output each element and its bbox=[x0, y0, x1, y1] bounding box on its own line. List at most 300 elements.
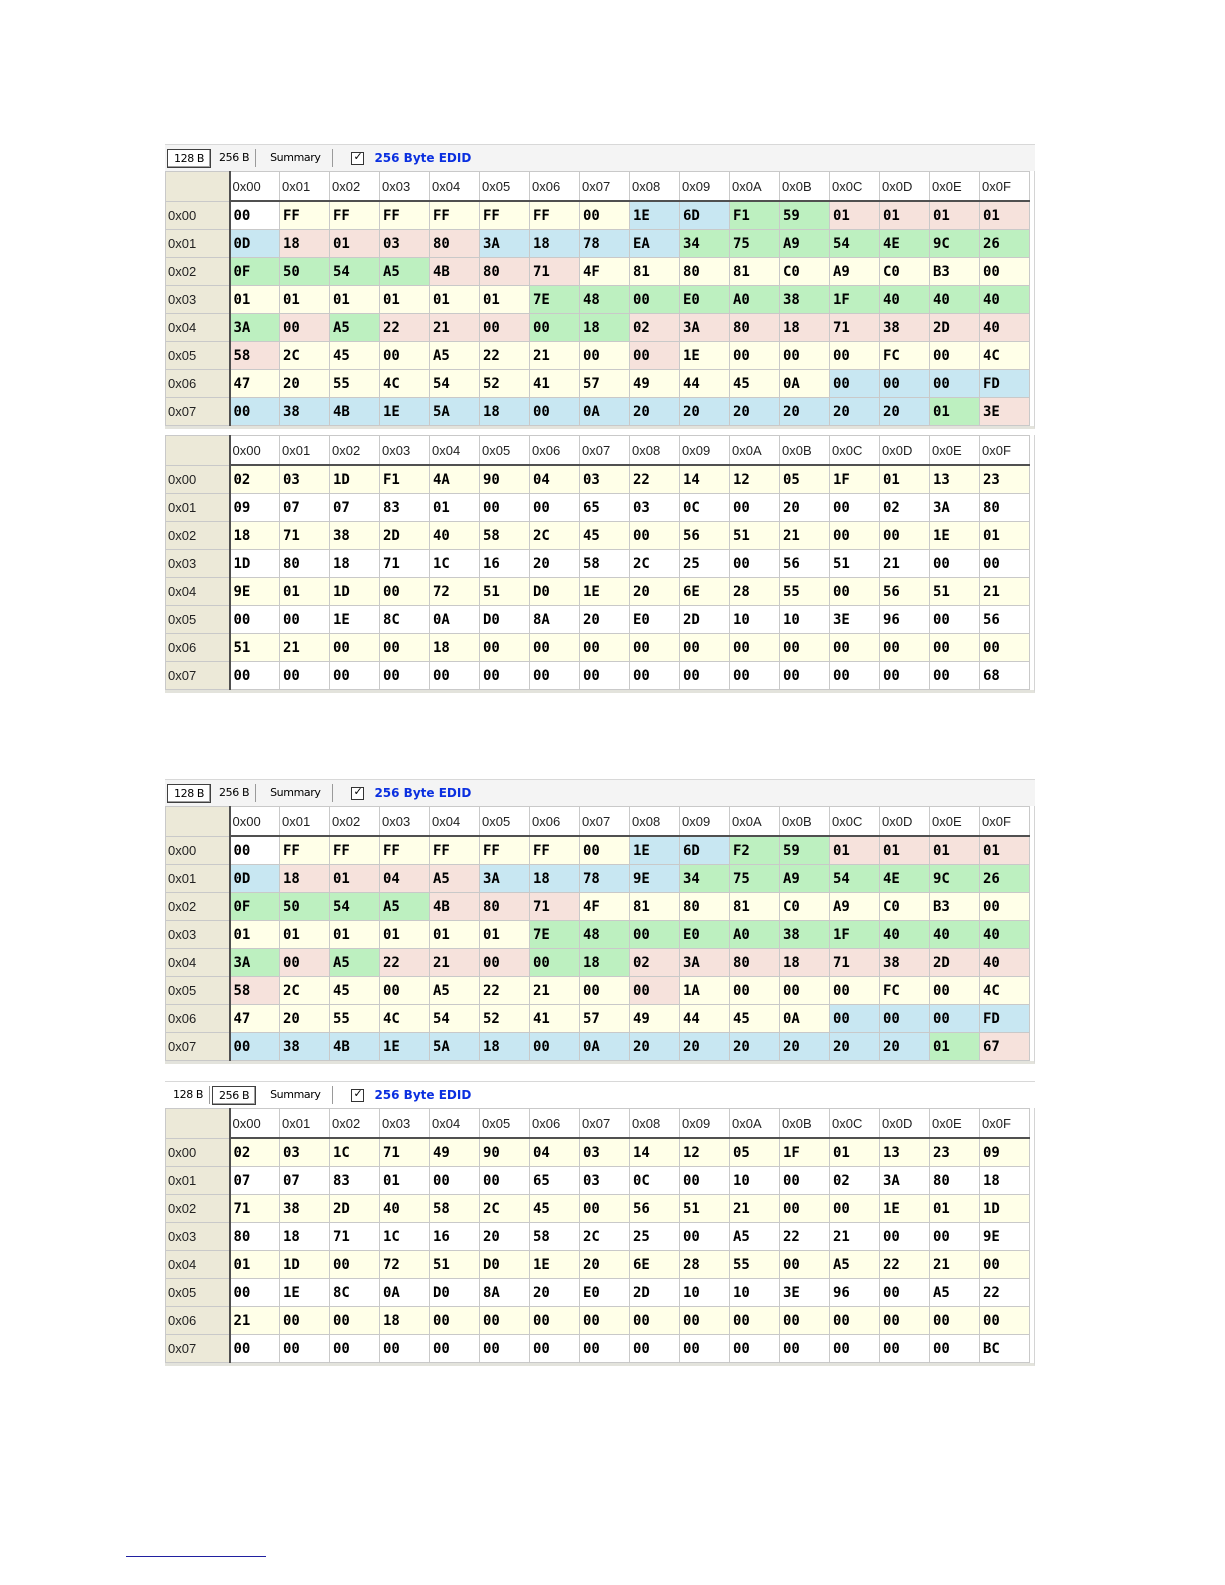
hex-cell[interactable]: 05 bbox=[780, 465, 830, 494]
hex-cell[interactable]: 00 bbox=[580, 342, 630, 370]
hex-cell[interactable]: EA bbox=[630, 230, 680, 258]
hex-cell[interactable]: 28 bbox=[730, 578, 780, 606]
hex-cell[interactable]: F1 bbox=[730, 201, 780, 230]
hex-cell[interactable]: 20 bbox=[830, 398, 880, 426]
tab-256b[interactable]: 256 B bbox=[212, 1086, 256, 1105]
hex-cell[interactable]: 13 bbox=[880, 1138, 930, 1167]
tab-summary[interactable]: Summary bbox=[258, 1086, 333, 1104]
checkbox-checked-icon[interactable] bbox=[351, 1089, 364, 1102]
hex-cell[interactable]: FF bbox=[280, 201, 330, 230]
hex-cell[interactable]: 00 bbox=[730, 634, 780, 662]
hex-cell[interactable]: 26 bbox=[980, 865, 1030, 893]
hex-cell[interactable]: 48 bbox=[580, 286, 630, 314]
hex-cell[interactable]: 00 bbox=[680, 662, 730, 690]
hex-cell[interactable]: 2C bbox=[280, 342, 330, 370]
hex-cell[interactable]: 4B bbox=[430, 893, 480, 921]
hex-cell[interactable]: 07 bbox=[280, 494, 330, 522]
hex-cell[interactable]: 00 bbox=[980, 893, 1030, 921]
hex-cell[interactable]: 01 bbox=[430, 286, 480, 314]
hex-cell[interactable]: A9 bbox=[780, 865, 830, 893]
hex-cell[interactable]: 00 bbox=[280, 1335, 330, 1363]
hex-cell[interactable]: 49 bbox=[430, 1138, 480, 1167]
hex-cell[interactable]: 03 bbox=[630, 494, 680, 522]
hex-cell[interactable]: FF bbox=[480, 201, 530, 230]
hex-cell[interactable]: FF bbox=[430, 836, 480, 865]
hex-cell[interactable]: 00 bbox=[380, 578, 430, 606]
hex-cell[interactable]: 40 bbox=[980, 314, 1030, 342]
hex-cell[interactable]: 00 bbox=[680, 1307, 730, 1335]
hex-cell[interactable]: 6D bbox=[680, 201, 730, 230]
hex-cell[interactable]: C0 bbox=[880, 258, 930, 286]
hex-cell[interactable]: 00 bbox=[330, 1335, 380, 1363]
hex-cell[interactable]: 4C bbox=[380, 370, 430, 398]
hex-cell[interactable]: 3E bbox=[980, 398, 1030, 426]
hex-cell[interactable]: 6E bbox=[680, 578, 730, 606]
hex-cell[interactable]: 3A bbox=[480, 865, 530, 893]
hex-cell[interactable]: A5 bbox=[730, 1223, 780, 1251]
hex-cell[interactable]: 1E bbox=[630, 836, 680, 865]
hex-cell[interactable]: 81 bbox=[730, 893, 780, 921]
hex-cell[interactable]: 00 bbox=[580, 634, 630, 662]
hex-cell[interactable]: 18 bbox=[580, 314, 630, 342]
hex-cell[interactable]: 58 bbox=[430, 1195, 480, 1223]
hex-cell[interactable]: 3A bbox=[930, 494, 980, 522]
hex-cell[interactable]: A9 bbox=[780, 230, 830, 258]
hex-cell[interactable]: 00 bbox=[680, 1167, 730, 1195]
hex-cell[interactable]: 54 bbox=[330, 893, 380, 921]
hex-cell[interactable]: 00 bbox=[880, 1223, 930, 1251]
hex-cell[interactable]: 59 bbox=[780, 836, 830, 865]
hex-cell[interactable]: 00 bbox=[480, 949, 530, 977]
hex-cell[interactable]: 00 bbox=[730, 977, 780, 1005]
hex-cell[interactable]: 00 bbox=[880, 662, 930, 690]
hex-cell[interactable]: 20 bbox=[530, 1279, 580, 1307]
hex-cell[interactable]: 00 bbox=[630, 342, 680, 370]
hex-cell[interactable]: 40 bbox=[980, 921, 1030, 949]
hex-cell[interactable]: 22 bbox=[380, 314, 430, 342]
hex-cell[interactable]: 1F bbox=[830, 921, 880, 949]
hex-cell[interactable]: 00 bbox=[980, 1251, 1030, 1279]
hex-cell[interactable]: 00 bbox=[930, 370, 980, 398]
hex-cell[interactable]: 00 bbox=[830, 1005, 880, 1033]
hex-cell[interactable]: 45 bbox=[330, 977, 380, 1005]
hex-cell[interactable]: 01 bbox=[930, 398, 980, 426]
hex-cell[interactable]: 00 bbox=[530, 1335, 580, 1363]
hex-cell[interactable]: 00 bbox=[780, 1167, 830, 1195]
hex-cell[interactable]: 00 bbox=[580, 1195, 630, 1223]
hex-cell[interactable]: 00 bbox=[930, 977, 980, 1005]
hex-cell[interactable]: 80 bbox=[230, 1223, 280, 1251]
hex-cell[interactable]: 71 bbox=[530, 258, 580, 286]
hex-cell[interactable]: 00 bbox=[580, 1335, 630, 1363]
hex-cell[interactable]: 00 bbox=[530, 1033, 580, 1061]
hex-cell[interactable]: D0 bbox=[480, 606, 530, 634]
hex-cell[interactable]: 18 bbox=[380, 1307, 430, 1335]
hex-cell[interactable]: 3A bbox=[230, 949, 280, 977]
hex-cell[interactable]: 1E bbox=[930, 522, 980, 550]
hex-cell[interactable]: 3A bbox=[230, 314, 280, 342]
hex-cell[interactable]: 41 bbox=[530, 370, 580, 398]
hex-cell[interactable]: 00 bbox=[780, 634, 830, 662]
hex-cell[interactable]: 00 bbox=[280, 1307, 330, 1335]
hex-cell[interactable]: 4E bbox=[880, 230, 930, 258]
hex-cell[interactable]: 21 bbox=[830, 1223, 880, 1251]
tab-summary[interactable]: Summary bbox=[258, 149, 333, 167]
hex-cell[interactable]: 18 bbox=[330, 550, 380, 578]
hex-cell[interactable]: 9E bbox=[980, 1223, 1030, 1251]
hex-cell[interactable]: 47 bbox=[230, 1005, 280, 1033]
hex-cell[interactable]: 80 bbox=[480, 258, 530, 286]
hex-cell[interactable]: 00 bbox=[730, 1335, 780, 1363]
hex-cell[interactable]: 10 bbox=[730, 1279, 780, 1307]
checkbox-checked-icon[interactable] bbox=[351, 152, 364, 165]
hex-cell[interactable]: 44 bbox=[680, 370, 730, 398]
hex-cell[interactable]: 01 bbox=[980, 201, 1030, 230]
hex-cell[interactable]: 03 bbox=[280, 465, 330, 494]
hex-cell[interactable]: 71 bbox=[330, 1223, 380, 1251]
hex-cell[interactable]: 4B bbox=[330, 1033, 380, 1061]
hex-cell[interactable]: 00 bbox=[280, 606, 330, 634]
hex-cell[interactable]: 00 bbox=[730, 662, 780, 690]
hex-cell[interactable]: 01 bbox=[830, 836, 880, 865]
hex-cell[interactable]: 23 bbox=[930, 1138, 980, 1167]
hex-cell[interactable]: 38 bbox=[780, 286, 830, 314]
hex-cell[interactable]: 51 bbox=[230, 634, 280, 662]
hex-cell[interactable]: 18 bbox=[780, 949, 830, 977]
hex-cell[interactable]: 75 bbox=[730, 230, 780, 258]
hex-cell[interactable]: 02 bbox=[630, 949, 680, 977]
hex-cell[interactable]: 8A bbox=[480, 1279, 530, 1307]
hex-cell[interactable]: 18 bbox=[280, 865, 330, 893]
hex-cell[interactable]: 83 bbox=[380, 494, 430, 522]
hex-cell[interactable]: E0 bbox=[680, 286, 730, 314]
hex-cell[interactable]: 00 bbox=[880, 1335, 930, 1363]
hex-cell[interactable]: 38 bbox=[780, 921, 830, 949]
hex-cell[interactable]: 25 bbox=[680, 550, 730, 578]
hex-cell[interactable]: 22 bbox=[480, 342, 530, 370]
hex-cell[interactable]: 8C bbox=[380, 606, 430, 634]
hex-cell[interactable]: 01 bbox=[880, 465, 930, 494]
hex-cell[interactable]: 20 bbox=[730, 398, 780, 426]
hex-cell[interactable]: 80 bbox=[930, 1167, 980, 1195]
hex-cell[interactable]: A5 bbox=[330, 314, 380, 342]
hex-cell[interactable]: 04 bbox=[530, 465, 580, 494]
hex-cell[interactable]: 21 bbox=[230, 1307, 280, 1335]
hex-cell[interactable]: 00 bbox=[880, 1005, 930, 1033]
hex-cell[interactable]: 81 bbox=[630, 258, 680, 286]
tab-128b[interactable]: 128 B bbox=[167, 149, 211, 168]
hex-cell[interactable]: B3 bbox=[930, 893, 980, 921]
hex-cell[interactable]: 00 bbox=[630, 662, 680, 690]
hex-cell[interactable]: 56 bbox=[630, 1195, 680, 1223]
hex-cell[interactable]: 80 bbox=[680, 258, 730, 286]
hex-cell[interactable]: 00 bbox=[430, 1307, 480, 1335]
hex-cell[interactable]: 20 bbox=[680, 1033, 730, 1061]
hex-cell[interactable]: 16 bbox=[480, 550, 530, 578]
hex-cell[interactable]: 1C bbox=[330, 1138, 380, 1167]
hex-cell[interactable]: 0F bbox=[230, 893, 280, 921]
hex-cell[interactable]: 1E bbox=[380, 398, 430, 426]
hex-cell[interactable]: 1F bbox=[780, 1138, 830, 1167]
hex-cell[interactable]: 20 bbox=[680, 398, 730, 426]
hex-cell[interactable]: 00 bbox=[830, 522, 880, 550]
hex-cell[interactable]: 00 bbox=[830, 1335, 880, 1363]
hex-cell[interactable]: 52 bbox=[480, 370, 530, 398]
hex-cell[interactable]: 9C bbox=[930, 230, 980, 258]
hex-cell[interactable]: 1D bbox=[330, 465, 380, 494]
hex-cell[interactable]: 2D bbox=[380, 522, 430, 550]
hex-cell[interactable]: 03 bbox=[580, 1167, 630, 1195]
hex-cell[interactable]: 6D bbox=[680, 836, 730, 865]
hex-cell[interactable]: 55 bbox=[330, 1005, 380, 1033]
hex-cell[interactable]: 01 bbox=[330, 286, 380, 314]
hex-cell[interactable]: FF bbox=[480, 836, 530, 865]
hex-cell[interactable]: 20 bbox=[630, 1033, 680, 1061]
hex-cell[interactable]: 01 bbox=[280, 921, 330, 949]
hex-cell[interactable]: 1E bbox=[580, 578, 630, 606]
hex-cell[interactable]: 00 bbox=[930, 1223, 980, 1251]
hex-cell[interactable]: 03 bbox=[280, 1138, 330, 1167]
hex-cell[interactable]: 04 bbox=[380, 865, 430, 893]
hex-cell[interactable]: 01 bbox=[230, 921, 280, 949]
hex-cell[interactable]: 1E bbox=[530, 1251, 580, 1279]
hex-cell[interactable]: 10 bbox=[730, 606, 780, 634]
hex-cell[interactable]: 4C bbox=[980, 342, 1030, 370]
hex-cell[interactable]: 4E bbox=[880, 865, 930, 893]
hex-cell[interactable]: 0D bbox=[230, 865, 280, 893]
hex-cell[interactable]: 22 bbox=[880, 1251, 930, 1279]
hex-cell[interactable]: 81 bbox=[630, 893, 680, 921]
hex-cell[interactable]: 2C bbox=[530, 522, 580, 550]
hex-cell[interactable]: 72 bbox=[380, 1251, 430, 1279]
hex-cell[interactable]: 57 bbox=[580, 370, 630, 398]
hex-cell[interactable]: 40 bbox=[930, 286, 980, 314]
hex-cell[interactable]: 00 bbox=[330, 1251, 380, 1279]
hex-cell[interactable]: 58 bbox=[230, 342, 280, 370]
hex-cell[interactable]: 00 bbox=[430, 1167, 480, 1195]
hex-cell[interactable]: 00 bbox=[580, 662, 630, 690]
hex-cell[interactable]: D0 bbox=[480, 1251, 530, 1279]
hex-cell[interactable]: 90 bbox=[480, 1138, 530, 1167]
hex-cell[interactable]: 00 bbox=[530, 634, 580, 662]
hex-cell[interactable]: 65 bbox=[580, 494, 630, 522]
hex-cell[interactable]: 00 bbox=[830, 370, 880, 398]
hex-cell[interactable]: 1F bbox=[830, 465, 880, 494]
hex-cell[interactable]: 00 bbox=[780, 1251, 830, 1279]
hex-cell[interactable]: 1D bbox=[280, 1251, 330, 1279]
hex-cell[interactable]: 2D bbox=[930, 314, 980, 342]
hex-cell[interactable]: 1F bbox=[830, 286, 880, 314]
hex-cell[interactable]: 23 bbox=[980, 465, 1030, 494]
hex-cell[interactable]: 48 bbox=[580, 921, 630, 949]
hex-cell[interactable]: 00 bbox=[380, 1335, 430, 1363]
hex-cell[interactable]: 00 bbox=[730, 494, 780, 522]
hex-cell[interactable]: 58 bbox=[580, 550, 630, 578]
hex-cell[interactable]: 00 bbox=[880, 1307, 930, 1335]
hex-cell[interactable]: 18 bbox=[530, 230, 580, 258]
hex-cell[interactable]: 00 bbox=[430, 662, 480, 690]
hex-cell[interactable]: 38 bbox=[330, 522, 380, 550]
hex-cell[interactable]: 20 bbox=[280, 370, 330, 398]
hex-cell[interactable]: A5 bbox=[430, 342, 480, 370]
hex-cell[interactable]: 01 bbox=[930, 201, 980, 230]
hex-cell[interactable]: 21 bbox=[430, 949, 480, 977]
hex-cell[interactable]: 12 bbox=[730, 465, 780, 494]
hex-cell[interactable]: 01 bbox=[280, 578, 330, 606]
hex-cell[interactable]: 00 bbox=[280, 314, 330, 342]
hex-cell[interactable]: 0A bbox=[380, 1279, 430, 1307]
hex-cell[interactable]: 40 bbox=[430, 522, 480, 550]
hex-cell[interactable]: BC bbox=[980, 1335, 1030, 1363]
hex-cell[interactable]: 59 bbox=[780, 201, 830, 230]
hex-cell[interactable]: 00 bbox=[430, 1335, 480, 1363]
hex-cell[interactable]: FD bbox=[980, 370, 1030, 398]
hex-cell[interactable]: 00 bbox=[530, 314, 580, 342]
hex-cell[interactable]: D0 bbox=[430, 1279, 480, 1307]
hex-cell[interactable]: 51 bbox=[680, 1195, 730, 1223]
hex-cell[interactable]: 00 bbox=[580, 836, 630, 865]
hex-cell[interactable]: 01 bbox=[380, 286, 430, 314]
hex-cell[interactable]: 4A bbox=[430, 465, 480, 494]
tab-256b[interactable]: 256 B bbox=[213, 149, 256, 167]
hex-cell[interactable]: 09 bbox=[230, 494, 280, 522]
hex-cell[interactable]: 00 bbox=[380, 662, 430, 690]
hex-cell[interactable]: 21 bbox=[280, 634, 330, 662]
hex-cell[interactable]: FC bbox=[880, 977, 930, 1005]
hex-cell[interactable]: 00 bbox=[480, 314, 530, 342]
hex-cell[interactable]: 01 bbox=[330, 921, 380, 949]
hex-cell[interactable]: 41 bbox=[530, 1005, 580, 1033]
hex-cell[interactable]: 0A bbox=[580, 1033, 630, 1061]
hex-cell[interactable]: 51 bbox=[930, 578, 980, 606]
hex-cell[interactable]: 00 bbox=[680, 1223, 730, 1251]
hex-cell[interactable]: 18 bbox=[480, 398, 530, 426]
hex-cell[interactable]: 10 bbox=[780, 606, 830, 634]
hex-cell[interactable]: 00 bbox=[580, 201, 630, 230]
hex-cell[interactable]: 00 bbox=[230, 606, 280, 634]
hex-cell[interactable]: 3A bbox=[680, 314, 730, 342]
hex-cell[interactable]: 6E bbox=[630, 1251, 680, 1279]
hex-cell[interactable]: 00 bbox=[530, 1307, 580, 1335]
hex-cell[interactable]: 45 bbox=[730, 1005, 780, 1033]
hex-cell[interactable]: 80 bbox=[730, 949, 780, 977]
hex-cell[interactable]: FF bbox=[330, 201, 380, 230]
hex-cell[interactable]: 21 bbox=[530, 977, 580, 1005]
hex-cell[interactable]: 54 bbox=[430, 1005, 480, 1033]
hex-cell[interactable]: 00 bbox=[830, 578, 880, 606]
hex-cell[interactable]: 2C bbox=[280, 977, 330, 1005]
hex-cell[interactable]: 9E bbox=[230, 578, 280, 606]
hex-cell[interactable]: 71 bbox=[230, 1195, 280, 1223]
hex-cell[interactable]: C0 bbox=[780, 893, 830, 921]
hex-cell[interactable]: 00 bbox=[630, 286, 680, 314]
edid-256-checkbox-group[interactable] bbox=[351, 151, 471, 165]
hex-cell[interactable]: 20 bbox=[880, 1033, 930, 1061]
hex-cell[interactable]: 00 bbox=[730, 1307, 780, 1335]
hex-cell[interactable]: 0A bbox=[430, 606, 480, 634]
hex-cell[interactable]: 00 bbox=[330, 662, 380, 690]
hex-cell[interactable]: 00 bbox=[880, 1279, 930, 1307]
hex-cell[interactable]: 00 bbox=[830, 662, 880, 690]
hex-cell[interactable]: 01 bbox=[380, 921, 430, 949]
hex-cell[interactable]: 1A bbox=[680, 977, 730, 1005]
hex-cell[interactable]: 22 bbox=[780, 1223, 830, 1251]
hex-cell[interactable]: 52 bbox=[480, 1005, 530, 1033]
hex-cell[interactable]: 00 bbox=[230, 1033, 280, 1061]
hex-cell[interactable]: 7E bbox=[530, 286, 580, 314]
hex-cell[interactable]: 1D bbox=[230, 550, 280, 578]
hex-cell[interactable]: FF bbox=[380, 836, 430, 865]
hex-cell[interactable]: 65 bbox=[530, 1167, 580, 1195]
hex-cell[interactable]: A5 bbox=[380, 258, 430, 286]
hex-cell[interactable]: 83 bbox=[330, 1167, 380, 1195]
hex-cell[interactable]: 9C bbox=[930, 865, 980, 893]
hex-cell[interactable]: 01 bbox=[430, 921, 480, 949]
hex-cell[interactable]: 00 bbox=[480, 1335, 530, 1363]
hex-cell[interactable]: 21 bbox=[880, 550, 930, 578]
hex-cell[interactable]: 0A bbox=[780, 370, 830, 398]
hex-cell[interactable]: 01 bbox=[230, 286, 280, 314]
hex-cell[interactable]: 1E bbox=[280, 1279, 330, 1307]
hex-cell[interactable]: 71 bbox=[280, 522, 330, 550]
hex-cell[interactable]: 07 bbox=[330, 494, 380, 522]
hex-cell[interactable]: A0 bbox=[730, 286, 780, 314]
hex-cell[interactable]: 78 bbox=[580, 230, 630, 258]
hex-cell[interactable]: 00 bbox=[880, 522, 930, 550]
hex-cell[interactable]: 00 bbox=[280, 949, 330, 977]
hex-cell[interactable]: 12 bbox=[680, 1138, 730, 1167]
hex-cell[interactable]: 55 bbox=[730, 1251, 780, 1279]
hex-cell[interactable]: 58 bbox=[230, 977, 280, 1005]
hex-cell[interactable]: 1E bbox=[680, 342, 730, 370]
hex-cell[interactable]: 00 bbox=[230, 201, 280, 230]
hex-cell[interactable]: 22 bbox=[630, 465, 680, 494]
hex-cell[interactable]: 20 bbox=[530, 550, 580, 578]
hex-cell[interactable]: 0A bbox=[780, 1005, 830, 1033]
hex-cell[interactable]: 00 bbox=[580, 977, 630, 1005]
hex-cell[interactable]: 38 bbox=[280, 398, 330, 426]
hex-cell[interactable]: 16 bbox=[430, 1223, 480, 1251]
hex-cell[interactable]: 00 bbox=[780, 977, 830, 1005]
hex-cell[interactable]: 01 bbox=[230, 1251, 280, 1279]
hex-cell[interactable]: 1E bbox=[330, 606, 380, 634]
hex-cell[interactable]: FF bbox=[380, 201, 430, 230]
hex-cell[interactable]: 5A bbox=[430, 1033, 480, 1061]
hex-cell[interactable]: 4C bbox=[980, 977, 1030, 1005]
hex-cell[interactable]: 00 bbox=[380, 634, 430, 662]
hex-cell[interactable]: 7E bbox=[530, 921, 580, 949]
hex-cell[interactable]: 8C bbox=[330, 1279, 380, 1307]
hex-cell[interactable]: 1C bbox=[380, 1223, 430, 1251]
hex-cell[interactable]: 2D bbox=[680, 606, 730, 634]
hex-cell[interactable]: 21 bbox=[730, 1195, 780, 1223]
hex-cell[interactable]: 90 bbox=[480, 465, 530, 494]
hex-cell[interactable]: 54 bbox=[330, 258, 380, 286]
hex-cell[interactable]: 71 bbox=[380, 550, 430, 578]
hex-cell[interactable]: 4F bbox=[580, 893, 630, 921]
hex-cell[interactable]: 00 bbox=[480, 662, 530, 690]
hex-cell[interactable]: 00 bbox=[780, 1307, 830, 1335]
hex-cell[interactable]: 40 bbox=[380, 1195, 430, 1223]
hex-cell[interactable]: 51 bbox=[430, 1251, 480, 1279]
hex-cell[interactable]: FF bbox=[280, 836, 330, 865]
hex-cell[interactable]: 02 bbox=[230, 465, 280, 494]
hex-cell[interactable]: 20 bbox=[780, 1033, 830, 1061]
hex-cell[interactable]: 38 bbox=[880, 314, 930, 342]
hex-cell[interactable]: 80 bbox=[980, 494, 1030, 522]
hex-cell[interactable]: 00 bbox=[780, 342, 830, 370]
hex-cell[interactable]: 20 bbox=[730, 1033, 780, 1061]
